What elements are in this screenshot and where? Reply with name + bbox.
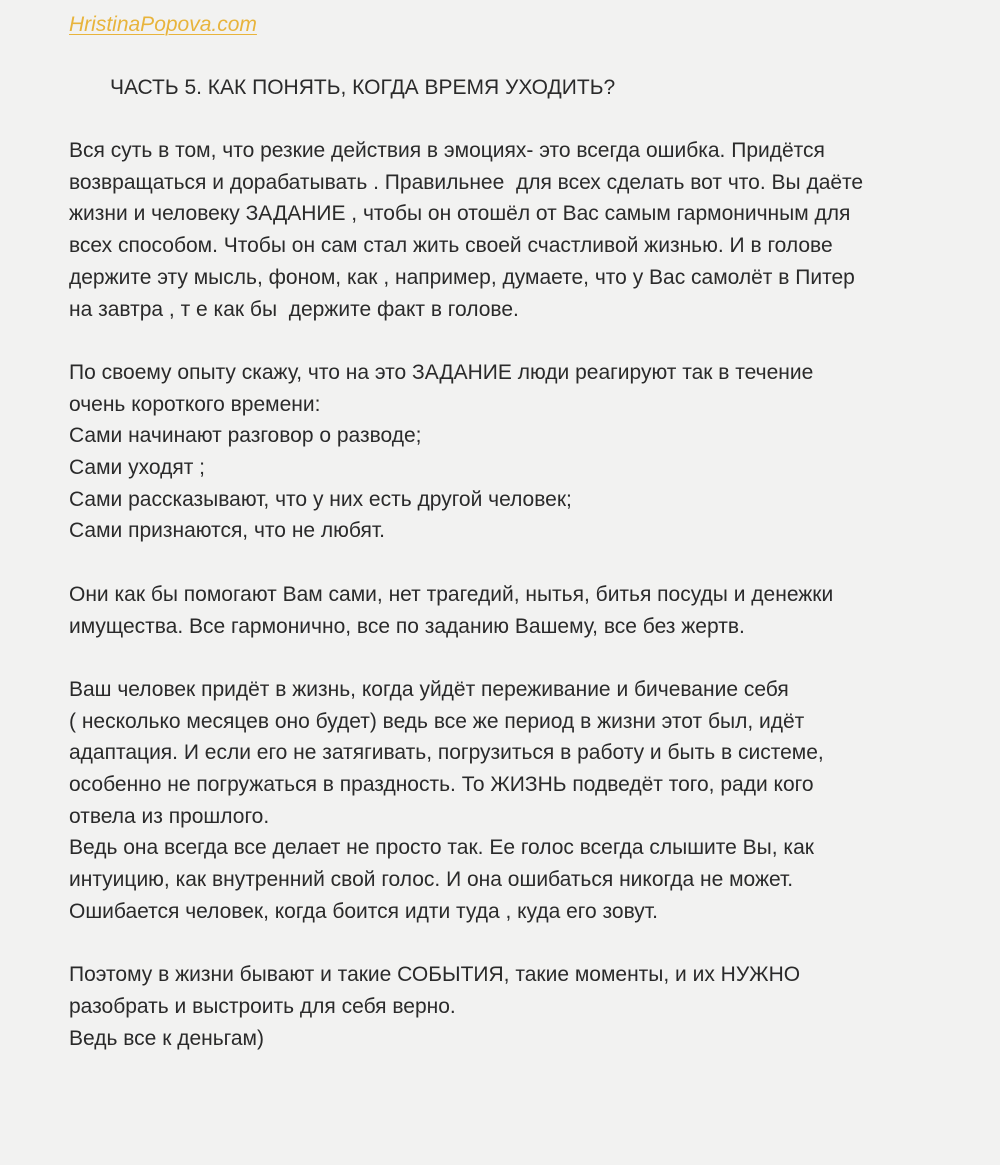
page-title: ЧАСТЬ 5. КАК ПОНЯТЬ, КОГДА ВРЕМЯ УХОДИТЬ?: [110, 76, 616, 99]
text-line: Ведь она всегда все делает не просто так. Ее голос всегда слышите Вы, как: [69, 836, 814, 860]
text-line: особенно не погружаться в праздность. То ЖИЗНЬ подведёт того, ради кого: [69, 773, 814, 797]
text-line: Они как бы помогают Вам сами, нет трагедий, нытья, битья посуды и денежки: [69, 582, 834, 606]
article-body: [69, 135, 949, 1086]
text-line: возвращаться и дорабатывать . Правильнее для всех сделать вот что. Вы даёте: [69, 170, 864, 194]
text-line: Сами признаются, что не любят.: [69, 519, 385, 543]
text-line: Ведь все к деньгам): [69, 1026, 264, 1050]
text-line: Ваш человек придёт в жизнь, когда уйдёт переживание и бичевание себя: [69, 677, 789, 701]
text-line: держите эту мысль, фоном, как , например, думаете, что у Вас самолёт в Питер: [69, 265, 855, 289]
text-line: жизни и человеку ЗАДАНИЕ , чтобы он отошёл от Вас самым гармоничным для: [69, 202, 851, 226]
text-line: отвела из прошлого.: [69, 804, 270, 828]
site-link[interactable]: HristinaPopova.com: [69, 13, 257, 36]
text-line: Ошибается человек, когда боится идти туда , куда его зовут.: [69, 899, 658, 923]
text-line: на завтра , т е как бы держите факт в голове.: [69, 297, 519, 321]
paragraph: [69, 579, 949, 642]
text-line: всех способом. Чтобы он сам стал жить своей счастливой жизнью. И в голове: [69, 234, 833, 258]
text-line: Сами рассказывают, что у них есть другой человек;: [69, 487, 572, 511]
paragraph: [69, 674, 949, 928]
paragraph: [69, 959, 949, 1054]
text-line: интуицию, как внутренний свой голос. И она ошибаться никогда не может.: [69, 868, 794, 892]
text-line: очень короткого времени:: [69, 392, 321, 416]
text-line: адаптация. И если его не затягивать, погрузиться в работу и быть в системе,: [69, 741, 824, 765]
text-line: Сами уходят ;: [69, 456, 205, 480]
paragraph: [69, 135, 949, 325]
text-line: Поэтому в жизни бывают и такие СОБЫТИЯ, такие моменты, и их НУЖНО: [69, 963, 801, 987]
text-line: разобрать и выстроить для себя верно.: [69, 994, 456, 1018]
text-line: Сами начинают разговор о разводе;: [69, 424, 422, 448]
paragraph: [69, 357, 949, 547]
text-line: Вся суть в том, что резкие действия в эмоциях- это всегда ошибка. Придётся: [69, 139, 825, 162]
text-line: имущества. Все гармонично, все по заданию Вашему, все без жертв.: [69, 614, 745, 638]
text-line: По своему опыту скажу, что на это ЗАДАНИЕ люди реагируют так в течение: [69, 360, 814, 384]
text-line: ( несколько месяцев оно будет) ведь все же период в жизни этот был, идёт: [69, 709, 805, 733]
